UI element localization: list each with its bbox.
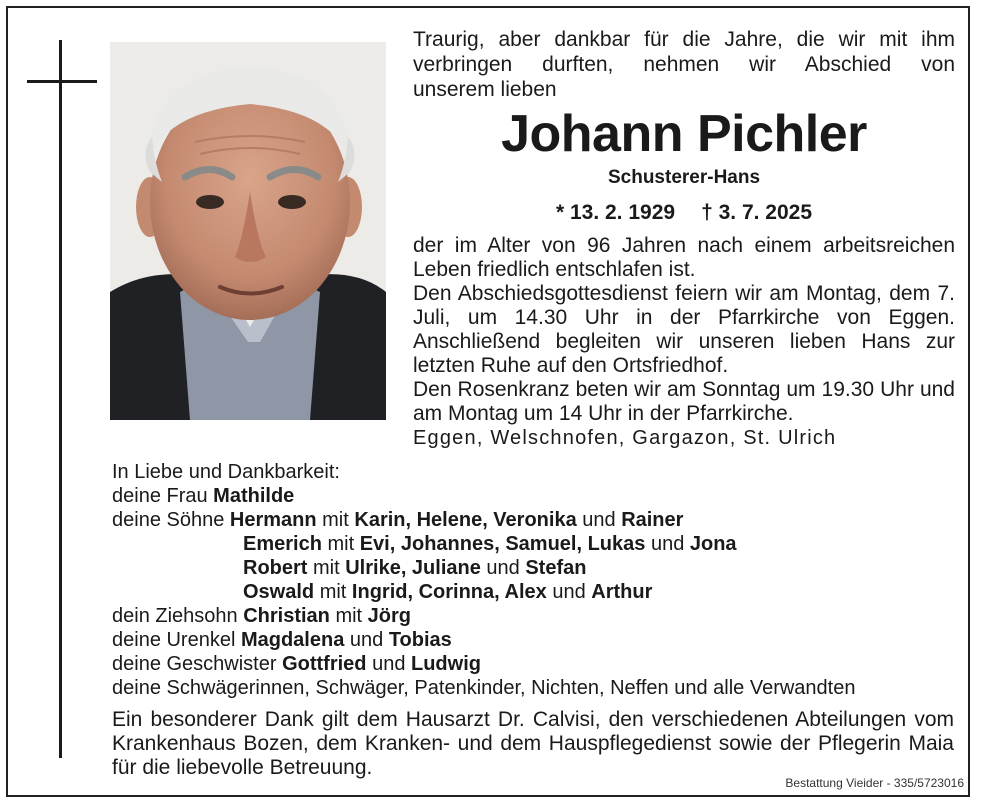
family-heading: In Liebe und Dankbarkeit: bbox=[112, 461, 340, 483]
siblings-prefix: deine Geschwister bbox=[112, 653, 283, 675]
family-row-siblings bbox=[112, 652, 962, 676]
great-and: und bbox=[344, 629, 389, 651]
son-with: mit bbox=[321, 533, 360, 555]
sibling-name: Gottfried bbox=[282, 653, 367, 675]
portrait-image bbox=[110, 42, 386, 420]
birth-date: * 13. 2. 1929 bbox=[555, 201, 676, 224]
son-last: Stefan bbox=[525, 557, 587, 579]
intro-line-2: verbringen durften, nehmen wir Abschied von bbox=[413, 53, 955, 76]
foster-partner: Jörg bbox=[367, 605, 412, 627]
places-line: Eggen, Welschnofen, Gargazon, St. Ulrich bbox=[413, 427, 837, 449]
son-with: mit bbox=[316, 509, 355, 531]
son-name: Hermann bbox=[229, 509, 317, 531]
family-row-wife bbox=[112, 484, 962, 508]
son-last: Rainer bbox=[621, 509, 684, 531]
family-list bbox=[112, 460, 962, 700]
family-row-sons bbox=[112, 508, 962, 532]
great-prefix: deine Urenkel bbox=[112, 629, 241, 651]
foster-prefix: dein Ziehsohn bbox=[112, 605, 244, 627]
funeral-home-imprint: Bestattung Vieider - 335/5723016 bbox=[785, 776, 964, 790]
son-last: Arthur bbox=[591, 581, 653, 603]
son-partners: Ingrid, Corinna, Alex bbox=[351, 581, 547, 603]
announcement-paragraph-1: der im Alter von 96 Jahren nach einem arbeitsreichen Leben friedlich entschlafen ist. bbox=[413, 234, 955, 281]
announcement-text bbox=[413, 234, 955, 426]
cross-icon-horizontal bbox=[27, 80, 97, 83]
family-row-son bbox=[112, 556, 962, 580]
deceased-name: Johann Pichler bbox=[501, 105, 867, 163]
portrait-photo bbox=[110, 42, 386, 420]
announcement-paragraph-3: Den Rosenkranz beten wir am Sonntag um 19.30 Uhr und am Montag um 14 Uhr in der Pfarrkirche. bbox=[413, 378, 955, 425]
foster-with: mit bbox=[329, 605, 368, 627]
great-grandchild-name: Tobias bbox=[388, 629, 452, 651]
wife-name: Mathilde bbox=[213, 485, 295, 507]
family-row-son bbox=[112, 580, 962, 604]
son-and: und bbox=[645, 533, 690, 555]
thanks-text: Ein besonderer Dank gilt dem Hausarzt Dr. Calvisi, den verschiedenen Abteilungen vom Krankenhaus Bozen, dem Kranken- und dem Hauspflegedienst sowie der Pflegerin Maia für die liebevolle Betreuung. bbox=[112, 708, 954, 779]
son-name: Oswald bbox=[243, 581, 315, 603]
son-last: Jona bbox=[689, 533, 737, 555]
son-and: und bbox=[546, 581, 592, 603]
son-partners: Evi, Johannes, Samuel, Lukas bbox=[359, 533, 646, 555]
son-and: und bbox=[576, 509, 622, 531]
wife-prefix: deine Frau bbox=[112, 485, 214, 507]
cross-icon-vertical bbox=[59, 40, 62, 758]
son-and: und bbox=[480, 557, 526, 579]
death-date: † 3. 7. 2025 bbox=[701, 201, 813, 224]
son-with: mit bbox=[307, 557, 346, 579]
intro-text bbox=[413, 27, 955, 102]
family-row-others: deine Schwägerinnen, Schwäger, Patenkinder, Nichten, Neffen und alle Verwandten bbox=[112, 677, 856, 699]
great-grandchild-name: Magdalena bbox=[240, 629, 345, 651]
son-name: Robert bbox=[243, 557, 308, 579]
son-partners: Ulrike, Juliane bbox=[345, 557, 481, 579]
family-row-foster bbox=[112, 604, 962, 628]
son-with: mit bbox=[314, 581, 352, 603]
thanks-paragraph bbox=[112, 708, 954, 780]
foster-name: Christian bbox=[243, 605, 330, 627]
life-dates bbox=[413, 200, 955, 226]
intro-line-1: Traurig, aber dankbar für die Jahre, die wir mit ihm bbox=[413, 28, 955, 51]
sibling-name: Ludwig bbox=[411, 653, 481, 675]
son-name: Emerich bbox=[243, 533, 322, 555]
siblings-and: und bbox=[366, 653, 411, 675]
family-row-son bbox=[112, 532, 962, 556]
announcement-paragraph-2: Den Abschiedsgottesdienst feiern wir am Montag, dem 7. Juli, um 14.30 Uhr in der Pfarrkirche von Eggen. Anschließend begleiten wir unseren lieben Hans zur letzten Ruhe auf den Ortsfriedhof. bbox=[413, 282, 955, 377]
family-row-great-grandchildren bbox=[112, 628, 962, 652]
sons-prefix: deine Söhne bbox=[112, 509, 230, 531]
intro-line-3: unserem lieben bbox=[413, 78, 557, 101]
son-partners: Karin, Helene, Veronika bbox=[354, 509, 577, 531]
deceased-nickname: Schusterer-Hans bbox=[607, 167, 761, 188]
